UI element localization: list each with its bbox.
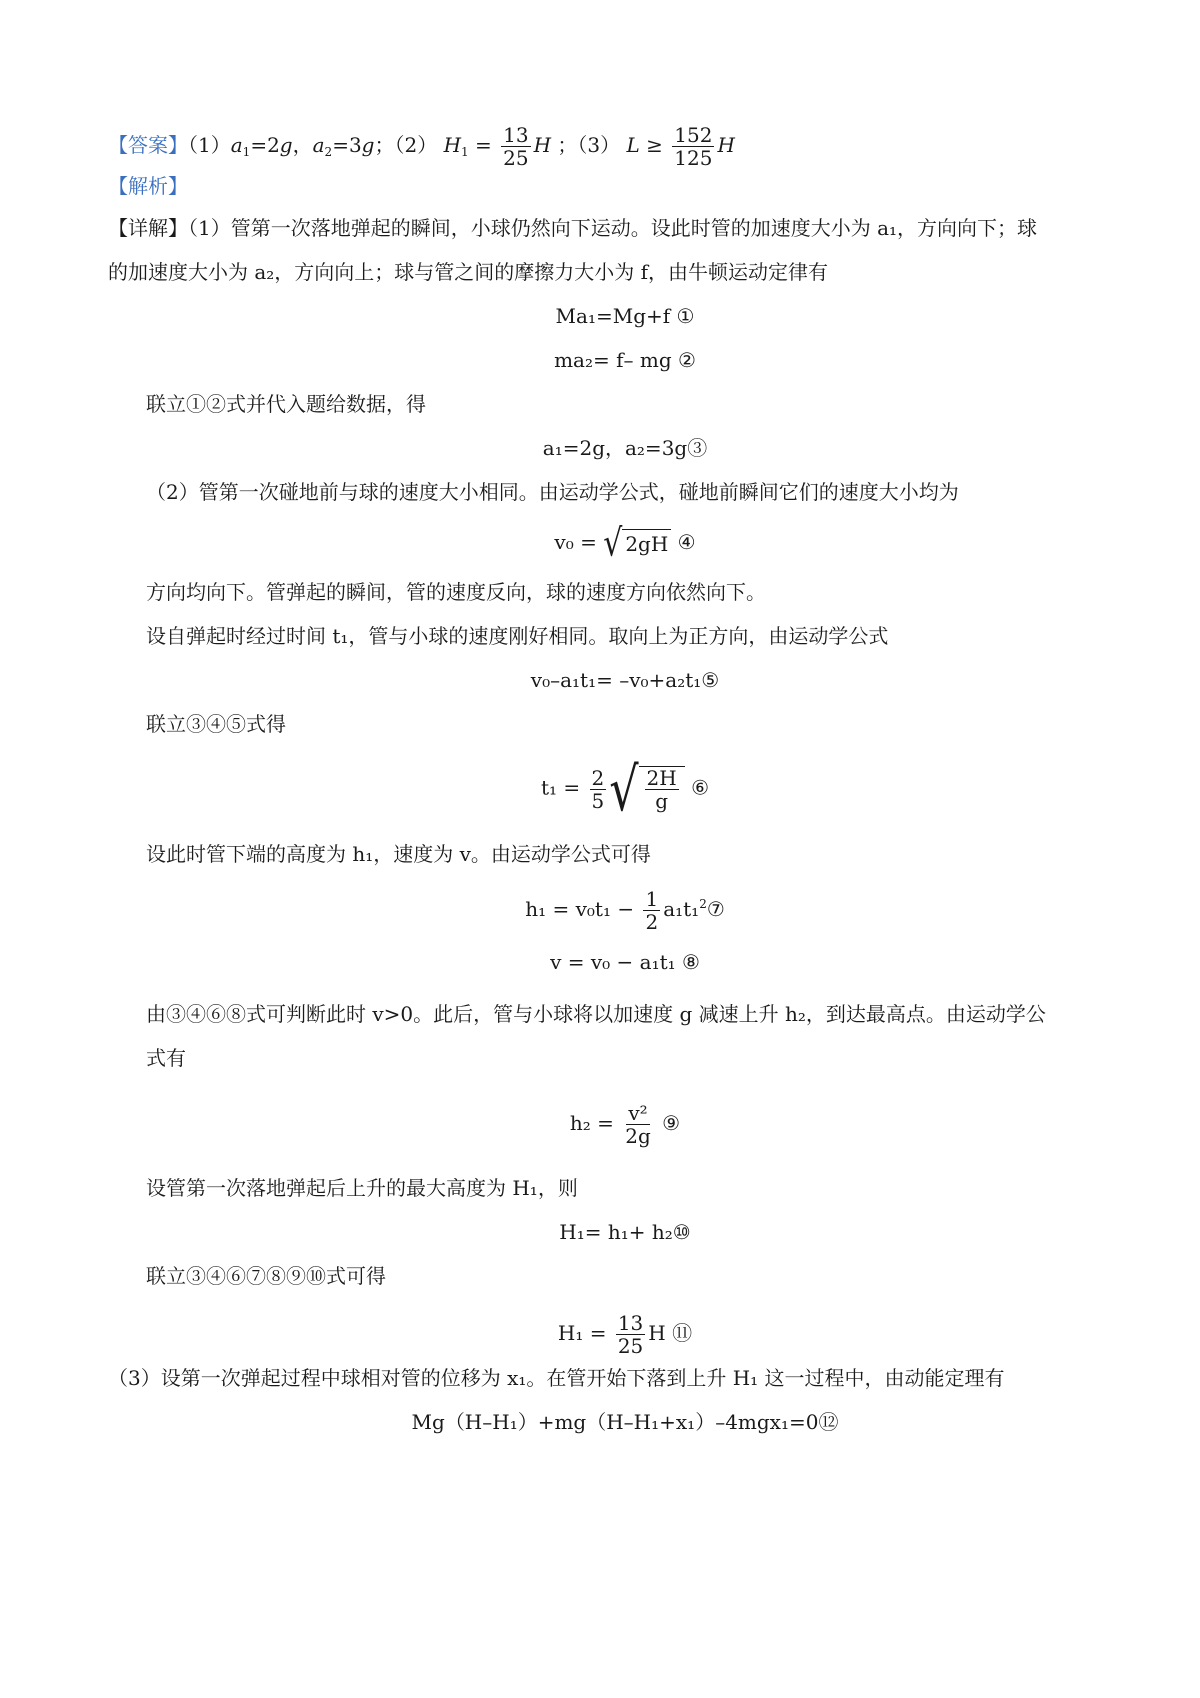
detail-text-1: （1）管第一次落地弹起的瞬间，小球仍然向下运动。设此时管的加速度大小为 a₁，方向向下；球 [188,216,1038,240]
eq7-lhs: h₁ = v₀t₁ − [525,897,641,921]
equation-12: Mg（H–H₁）+mg（H–H₁+x₁）–4mgx₁=0⑫ [411,1410,839,1434]
answer-part3-prefix: （3） [577,133,621,157]
fraction-denominator: 125 [674,146,713,170]
answer-H1-subscript: 1 [461,145,469,159]
detail-line-8: 设此时管下端的高度为 h₁，速度为 v。由运动学公式可得 [146,842,651,866]
answer-a1-subscript: 1 [242,145,251,159]
equation-1: Ma₁=Mg+f ① [555,304,695,328]
fraction-numerator: 13 [617,1311,644,1335]
fraction-v2-2g [623,1102,653,1147]
fraction-numerator: v² [628,1101,648,1125]
equation-10: H₁= h₁+ h₂⑩ [559,1220,691,1244]
equation-2: ma₂= f– mg ② [554,348,696,372]
detail-line-1 [108,214,1037,242]
eq6-mark: ⑥ [684,775,710,800]
fraction-1-2 [643,888,660,933]
analysis-tag: 【解析】 [108,174,188,198]
fraction-denominator: 2 [645,910,659,934]
answer-part1-prefix: （1） [188,133,231,157]
answer-end-1: ； [374,133,395,157]
detail-line-4: （2）管第一次碰地前与球的速度大小相同。由运动学公式，碰地前瞬间它们的速度大小均为 [146,480,959,504]
answer-line [108,124,735,169]
fraction-numerator: 2H [646,766,677,790]
detail-line-12: 联立③④⑥⑦⑧⑨⑩式可得 [146,1264,386,1288]
answer-fraction-152-125 [672,124,714,169]
answer-L-symbol: L [626,133,640,157]
eq4-lhs: v₀ = [554,530,604,554]
answer-separator: ， [292,133,313,157]
fraction-2H-g [645,767,679,812]
fraction-denominator: 25 [503,146,529,170]
fraction-denominator: 2g [625,1124,651,1148]
fraction-denominator: g [655,789,669,813]
answer-tag: 【答案】 [108,133,188,157]
equation-7 [0,888,1200,933]
eq6-lhs: t₁ = [540,775,587,800]
answer-H-symbol: H [533,133,552,157]
radical-sign: √ [609,753,639,825]
answer-a2-subscript: 2 [324,145,333,159]
answer-a2-value: =3 [332,133,362,157]
answer-a1-value: =2 [250,133,280,157]
eq11-lhs: H₁ = [557,1321,613,1345]
detail-line-6: 设自弹起时经过时间 t₁，管与小球的速度刚好相同。取向上为正方向，由运动学公式 [146,624,889,648]
eq7-exponent: 2 [699,897,707,911]
answer-H-symbol-2: H [717,133,735,157]
fraction-denominator: 5 [591,788,605,813]
fraction-denominator: 25 [617,1334,644,1358]
eq7-mark: ⑦ [706,897,725,921]
answer-part2-prefix: （2） [394,133,438,157]
answer-fraction-13-25 [501,124,530,169]
fraction-numerator: 13 [503,123,529,147]
equation-9 [0,1102,1200,1147]
fraction-numerator: 1 [645,887,659,911]
answer-g-symbol-2: g [361,133,375,157]
fraction-numerator: 152 [674,123,713,147]
eq9-mark: ⑨ [655,1111,681,1135]
detail-line-5: 方向均向下。管弹起的瞬间，管的速度反向，球的速度方向依然向下。 [146,580,766,604]
eq9-lhs: h₂ = [569,1111,621,1135]
detail-tag: 【详解】 [108,216,188,240]
detail-line-7: 联立③④⑤式得 [146,712,286,736]
answer-ge-sign: ≥ [639,133,670,157]
equation-5: v₀–a₁t₁= –v₀+a₂t₁⑤ [530,668,720,692]
eq4-mark: ④ [671,530,696,554]
radicand [639,766,685,812]
detail-line-3: 联立①②式并代入题给数据，得 [146,392,426,416]
eq11-rhs: H ⑪ [648,1321,693,1345]
sqrt-2gH [603,521,671,565]
equation-4 [0,521,1200,565]
eq7-rhs: a₁t₁ [663,897,700,921]
radicand: 2gH [622,529,671,559]
equation-6 [0,753,1200,825]
detail-line-2: 的加速度大小为 a₂，方向向上；球与管之间的摩擦力大小为 f，由牛顿运动定律有 [108,260,829,284]
answer-a2-symbol: a [312,133,325,157]
answer-g-symbol: g [279,133,293,157]
answer-equals: = [468,133,499,157]
detail-line-10: 式有 [146,1046,186,1070]
detail-line-11: 设管第一次落地弹起后上升的最大高度为 H₁，则 [146,1176,578,1200]
equation-11 [0,1312,1200,1357]
detail-line-9: 由③④⑥⑧式可判断此时 v>0。此后，管与小球将以加速度 g 减速上升 h₂，到达最高点。由运动学公 [146,1002,1046,1026]
sqrt-2H-over-g [609,753,684,825]
answer-a1-symbol: a [230,133,243,157]
radical-sign: √ [603,521,623,565]
fraction-13-25 [616,1312,645,1357]
detail-line-13: （3）设第一次弹起过程中球相对管的位移为 x₁。在管开始下落到上升 H₁ 这一过程中，由动能定理有 [108,1366,1005,1390]
answer-H1-symbol: H [443,133,462,157]
equation-3: a₁=2g，a₂=3g③ [542,436,708,460]
fraction-2-5 [590,767,607,812]
answer-end-2: ； [557,133,578,157]
equation-8: v = v₀ − a₁t₁ ⑧ [550,950,700,974]
fraction-numerator: 2 [591,765,605,790]
